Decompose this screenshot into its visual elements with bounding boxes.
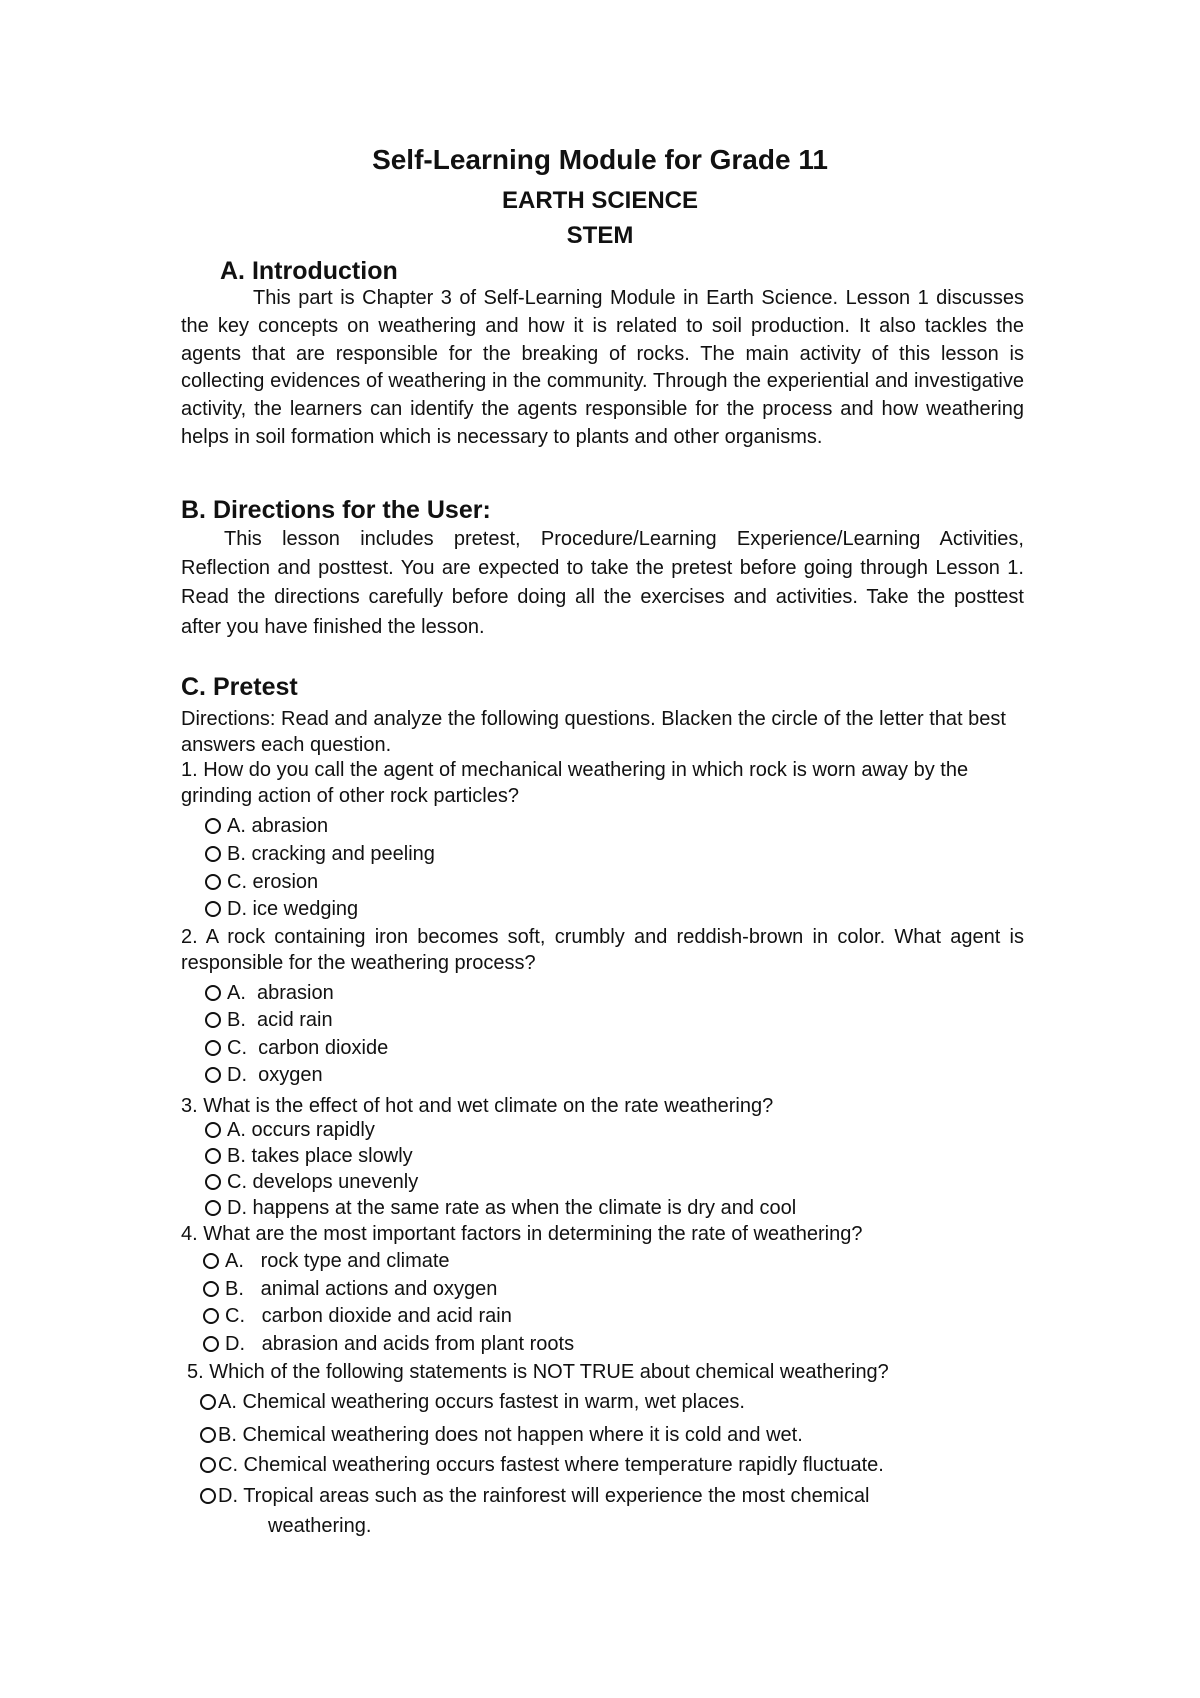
option-label: C. Chemical weathering occurs fastest where temperature rapidly fluctuate. <box>218 1454 884 1476</box>
radio-circle-icon <box>200 1457 216 1473</box>
option-label: B. acid rain <box>227 1009 333 1031</box>
radio-circle-icon <box>200 1394 216 1410</box>
question-1-option-c[interactable] <box>205 870 318 894</box>
question-4-option-d[interactable] <box>203 1332 574 1356</box>
question-1-option-d[interactable] <box>205 897 358 921</box>
option-label: C. carbon dioxide and acid rain <box>225 1305 512 1327</box>
question-5-option-c[interactable] <box>200 1453 884 1477</box>
radio-circle-icon <box>205 1122 221 1138</box>
option-label: D. ice wedging <box>227 898 359 920</box>
option-label: C. erosion <box>227 871 319 893</box>
question-1-text: 1. How do you call the agent of mechanical weathering in which rock is worn away by the grinding action of other rock particles? <box>181 759 969 807</box>
option-label: A. abrasion <box>227 815 329 837</box>
option-label: A. abrasion <box>227 982 334 1004</box>
pretest-heading: C. Pretest <box>181 673 298 701</box>
directions-body: This lesson includes pretest, Procedure/Learning Experience/Learning Activities, Reflection and posttest. You are expected to take the pretest before going through Lesson 1. Read the directions carefully before doing all the exercises and activities. Take the posttest after you have finished the lesson. <box>181 528 1024 638</box>
document-title: Self-Learning Module for Grade 11 <box>372 144 828 175</box>
option-label: A. Chemical weathering occurs fastest in warm, wet places. <box>218 1391 745 1413</box>
question-5-text: 5. Which of the following statements is NOT TRUE about chemical weathering? <box>187 1361 889 1383</box>
question-5-option-b[interactable] <box>200 1423 803 1447</box>
document-subject: EARTH SCIENCE <box>501 187 699 214</box>
radio-circle-icon <box>200 1488 216 1504</box>
question-1-option-a[interactable] <box>205 814 328 838</box>
radio-circle-icon <box>203 1308 219 1324</box>
option-label: D. abrasion and acids from plant roots <box>225 1333 575 1355</box>
question-1-option-b[interactable] <box>205 842 435 866</box>
radio-circle-icon <box>205 818 221 834</box>
question-3-option-b[interactable] <box>205 1144 413 1168</box>
radio-circle-icon <box>205 1148 221 1164</box>
radio-circle-icon <box>205 985 221 1001</box>
question-2-option-a[interactable] <box>205 981 334 1005</box>
question-2-text: 2. A rock containing iron becomes soft, crumbly and reddish-brown in color. What agent is responsible for the weathering process? <box>181 926 1024 974</box>
option-label: B. cracking and peeling <box>227 843 435 865</box>
question-2-option-b[interactable] <box>205 1008 333 1032</box>
question-4-option-c[interactable] <box>203 1304 512 1328</box>
radio-circle-icon <box>205 1200 221 1216</box>
radio-circle-icon <box>205 1012 221 1028</box>
radio-circle-icon <box>203 1336 219 1352</box>
option-label: D. happens at the same rate as when the climate is dry and cool <box>227 1197 797 1219</box>
radio-circle-icon <box>205 874 221 890</box>
option-label: B. takes place slowly <box>227 1145 413 1167</box>
question-5-option-d-continuation: weathering. <box>268 1515 372 1537</box>
option-label: C. develops unevenly <box>227 1171 419 1193</box>
option-label: A. rock type and climate <box>225 1250 450 1272</box>
question-4-option-b[interactable] <box>203 1277 497 1301</box>
question-2-option-c[interactable] <box>205 1036 388 1060</box>
question-3-option-c[interactable] <box>205 1170 418 1194</box>
question-4-option-a[interactable] <box>203 1249 450 1273</box>
document-strand: STEM <box>566 222 634 249</box>
option-label: D. Tropical areas such as the rainforest will experience the most chemical <box>218 1485 870 1507</box>
introduction-body: This part is Chapter 3 of Self-Learning Module in Earth Science. Lesson 1 discusses the key concepts on weathering and how it is related to soil production. It also tackles the agents that are responsible for the breaking of rocks. The main activity of this lesson is collecting evidences of weathering in the community. Through the experiential and investigative activity, the learners can identify the agents responsible for the process and how weathering helps in soil formation which is necessary to plants and other organisms. <box>181 287 1024 448</box>
radio-circle-icon <box>205 1040 221 1056</box>
option-label: A. occurs rapidly <box>227 1119 375 1141</box>
radio-circle-icon <box>205 846 221 862</box>
question-3-option-a[interactable] <box>205 1118 375 1142</box>
question-2-option-d[interactable] <box>205 1063 323 1087</box>
option-label: B. Chemical weathering does not happen where it is cold and wet. <box>218 1424 803 1446</box>
question-3-option-d[interactable] <box>205 1196 796 1220</box>
radio-circle-icon <box>203 1281 219 1297</box>
option-label: C. carbon dioxide <box>227 1037 389 1059</box>
radio-circle-icon <box>200 1427 216 1443</box>
radio-circle-icon <box>205 1174 221 1190</box>
radio-circle-icon <box>203 1253 219 1269</box>
pretest-directions: Directions: Read and analyze the following questions. Blacken the circle of the letter that best answers each question. <box>181 708 1006 756</box>
introduction-heading: A. Introduction <box>220 257 398 285</box>
radio-circle-icon <box>205 1067 221 1083</box>
question-4-text: 4. What are the most important factors in determining the rate of weathering? <box>181 1223 863 1245</box>
option-label: B. animal actions and oxygen <box>225 1278 498 1300</box>
question-5-option-a[interactable] <box>200 1390 745 1414</box>
directions-heading: B. Directions for the User: <box>181 496 491 524</box>
option-label: D. oxygen <box>227 1064 323 1086</box>
question-5-option-d[interactable] <box>200 1484 869 1508</box>
radio-circle-icon <box>205 901 221 917</box>
question-3-text: 3. What is the effect of hot and wet climate on the rate weathering? <box>181 1095 774 1117</box>
